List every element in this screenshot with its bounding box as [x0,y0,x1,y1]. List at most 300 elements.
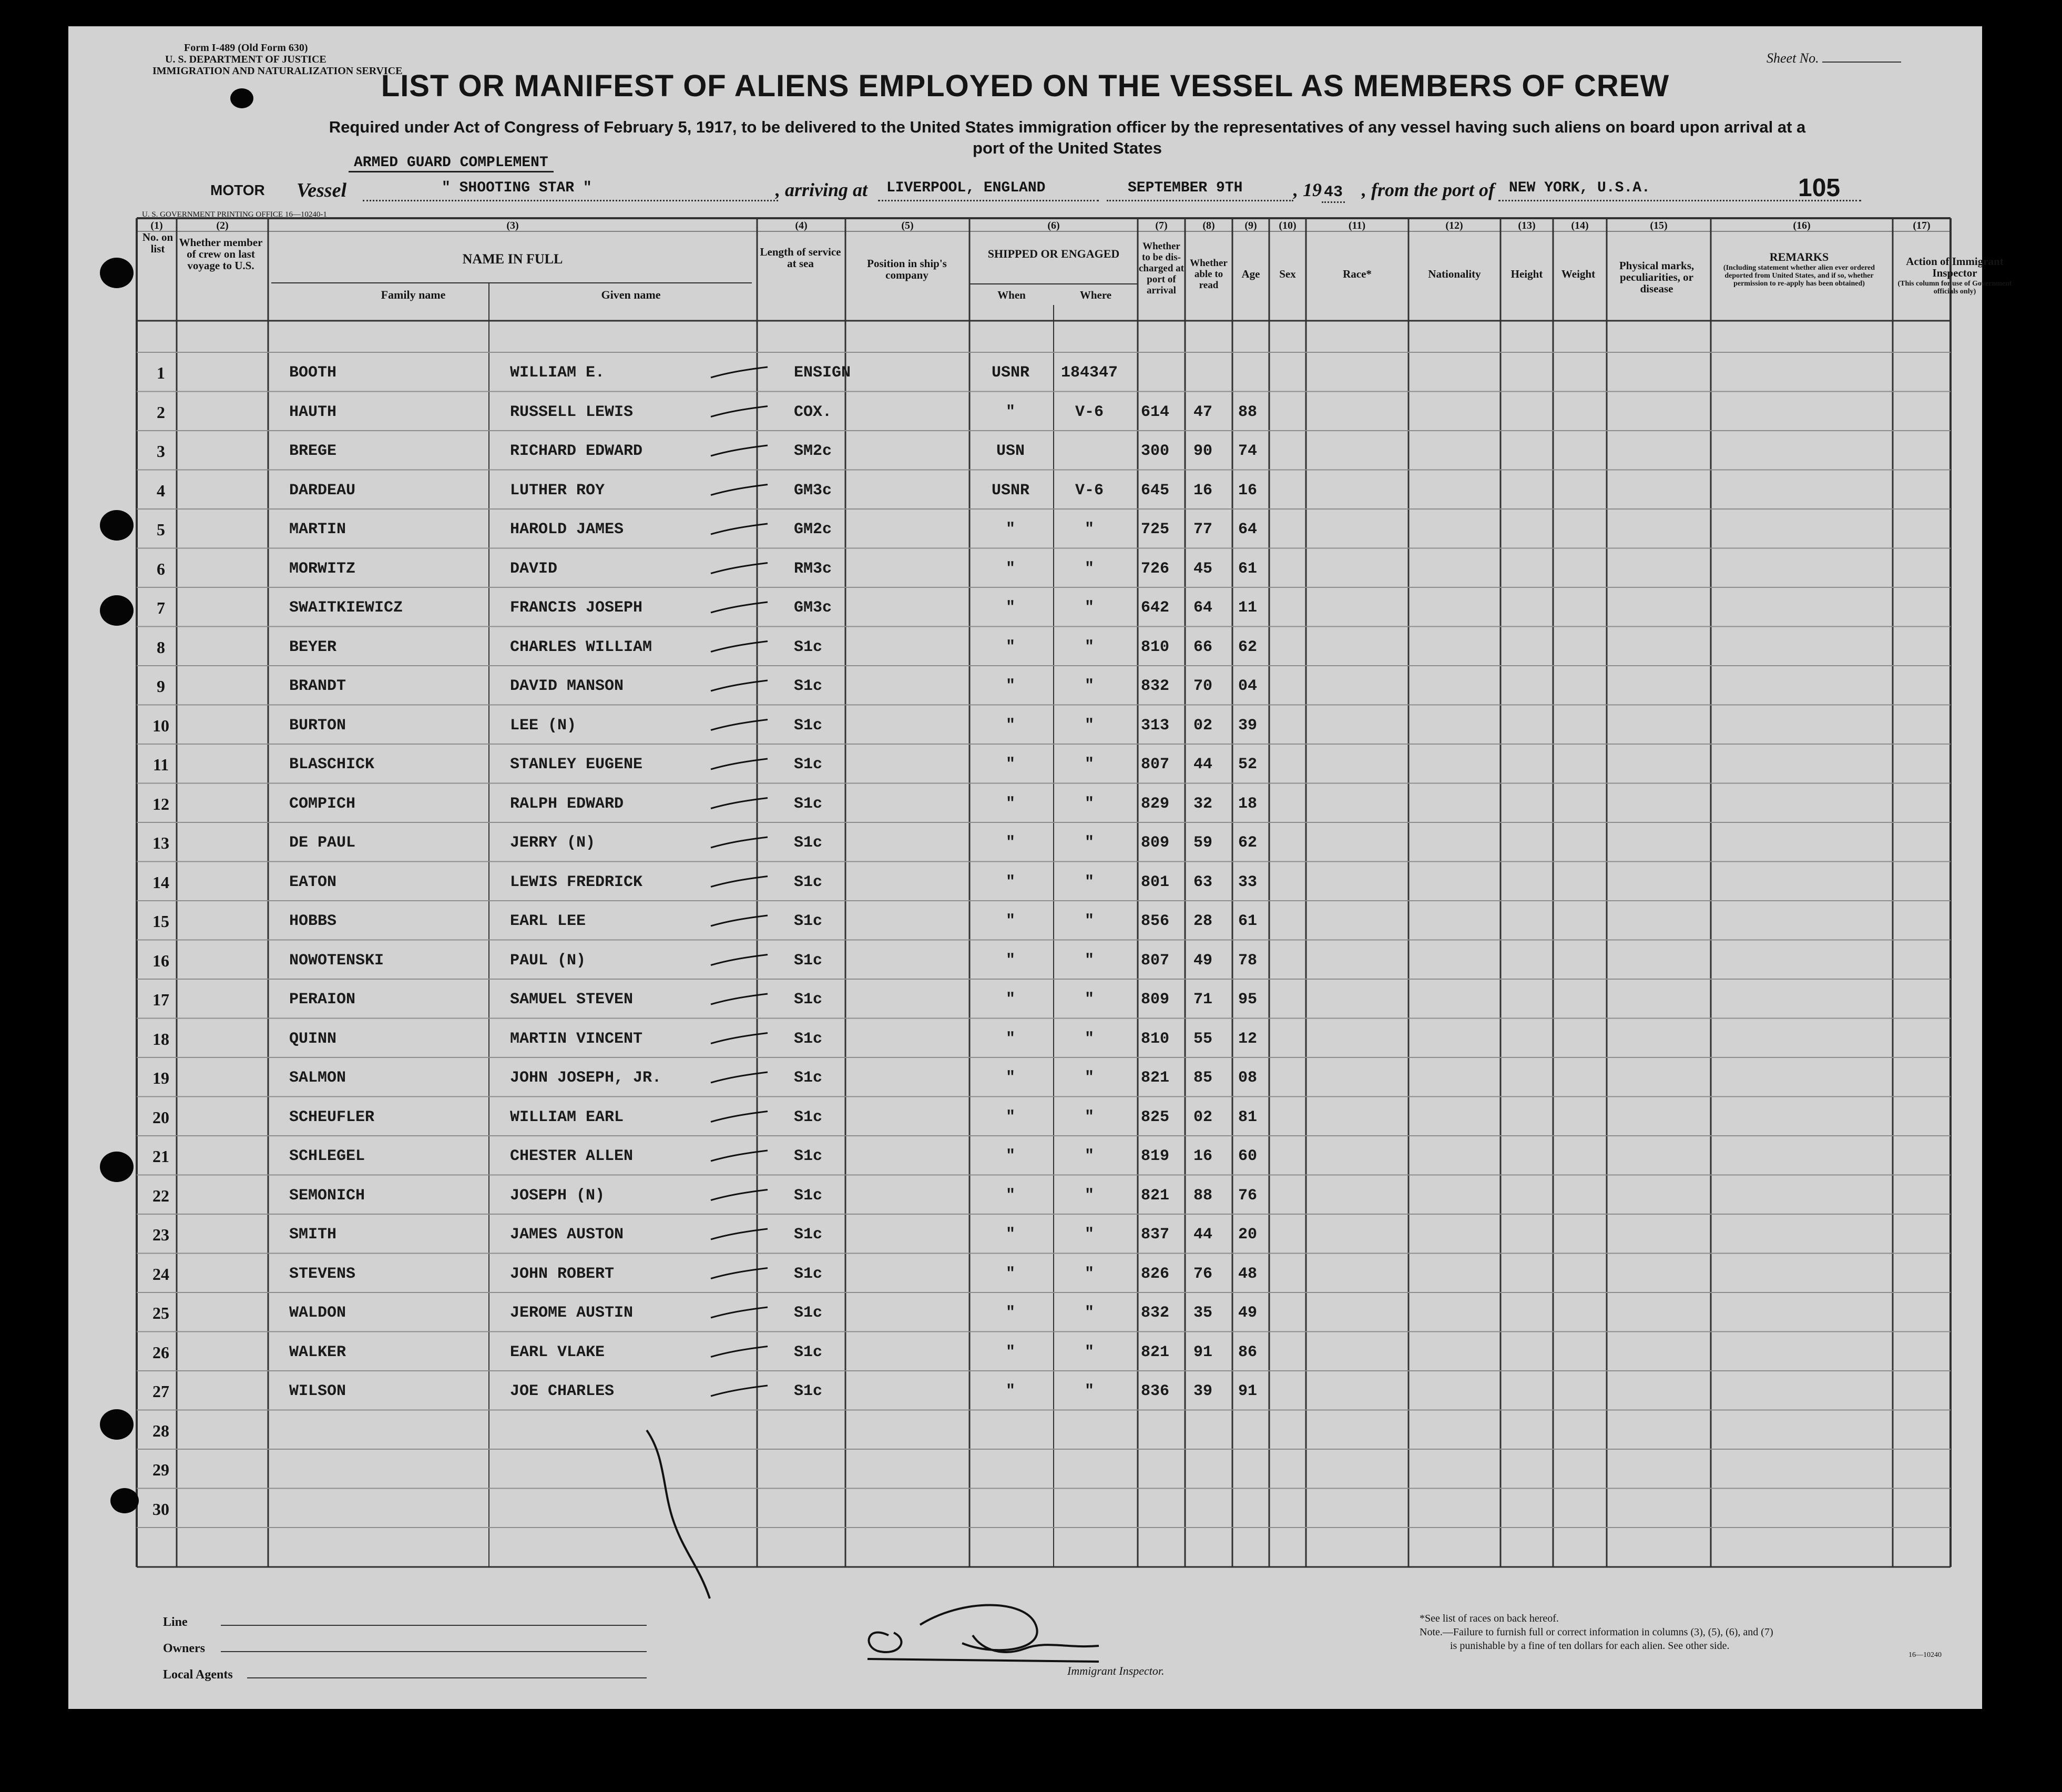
age-value: 81 [1238,1108,1258,1126]
service-dash [711,563,768,574]
discharged-value: 821 [1141,1186,1170,1205]
position: S1c [794,1226,823,1244]
footer-agents-row [163,1662,233,1688]
header-weight: Weight [1561,268,1596,280]
vessel-name: " SHOOTING STAR " [442,180,592,196]
footer-owners-label: Owners [163,1642,205,1655]
header-remarks: REMARKS [1769,250,1829,263]
row-number: 16 [152,951,169,970]
shipped-when: " [1005,951,1015,970]
shipped-when: " [1005,912,1015,930]
age-value: 64 [1238,521,1258,538]
read-value: 44 [1193,756,1213,773]
row-number: 24 [152,1264,169,1284]
shipped-where: " [1084,873,1094,891]
given-name: MARTIN VINCENT [510,1030,643,1048]
discharged-value: 642 [1141,599,1170,617]
shipped-when: " [1005,873,1015,891]
row-number: 7 [157,598,165,617]
punch-hole [230,88,253,108]
column-number: (16) [1793,220,1811,231]
page-number: 105 [1798,174,1841,202]
given-name: WILLIAM E. [510,364,605,382]
read-value: 02 [1193,716,1213,735]
arriving-label: , arriving at [775,179,868,200]
position: S1c [794,716,823,735]
discharged-value: 809 [1141,991,1170,1009]
column-number: (9) [1244,220,1257,231]
shipped-where: " [1084,1069,1094,1087]
row-number: 20 [152,1107,169,1127]
header-name-in-full: NAME IN FULL [462,251,563,267]
header-action-note: (This column for use of Government officials only) [1897,280,2012,296]
given-name: STANLEY EUGENE [510,756,643,773]
service-dash [711,798,768,809]
shipped-where: " [1084,756,1094,773]
shipped-when: " [1005,1382,1015,1400]
given-name: EARL LEE [510,912,586,930]
position: S1c [794,1265,823,1283]
family-name: BLASCHICK [289,756,375,773]
vessel-label: Vessel [297,179,346,201]
discharged-value: 313 [1141,716,1170,735]
penalty-note-1: Note.—Failure to furnish full or correct information in columns (3), (5), (6), and (7) [1420,1626,1773,1638]
position: S1c [794,912,823,930]
position: GM3c [794,481,832,500]
shipped-when: " [1005,1265,1015,1283]
position: S1c [794,677,823,695]
column-number: (11) [1348,220,1366,231]
read-value: 64 [1193,599,1213,617]
row-number: 28 [152,1421,169,1440]
read-value: 63 [1193,873,1213,891]
read-value: 02 [1193,1108,1213,1126]
given-name: JEROME AUSTIN [510,1304,634,1322]
shipped-where: " [1084,834,1094,852]
service-dash [711,1347,768,1357]
read-value: 77 [1193,521,1213,538]
family-name: SALMON [289,1069,346,1087]
punch-hole [100,595,134,626]
row-number: 22 [152,1186,169,1205]
position: S1c [794,638,823,656]
discharged-value: 810 [1141,1030,1170,1048]
position: S1c [794,795,823,813]
shipped-where: " [1084,716,1094,735]
read-value: 39 [1193,1382,1213,1400]
family-name: DARDEAU [289,481,356,500]
family-name: BEYER [289,638,337,656]
header-able-read: Whether able to read [1190,258,1228,291]
read-value: 45 [1193,559,1213,578]
row-number: 10 [152,716,169,735]
discharged-value: 726 [1141,559,1170,578]
service-dash [711,955,768,965]
shipped-when: " [1005,1343,1015,1361]
age-value: 20 [1238,1226,1258,1244]
read-value: 91 [1193,1343,1213,1361]
printing-office: U. S. GOVERNMENT PRINTING OFFICE 16—10240-1 [142,210,327,219]
discharged-value: 821 [1141,1069,1170,1087]
column-number: (17) [1913,220,1931,231]
pen-stroke [647,1430,710,1598]
form-number: Form I-489 (Old Form 630) [184,42,308,54]
read-value: 16 [1193,481,1213,500]
age-value: 33 [1238,873,1258,891]
row-number: 6 [157,559,165,578]
position: S1c [794,873,823,891]
position: ENSIGN [794,364,851,382]
footer-owners-field [221,1651,647,1652]
read-value: 90 [1193,442,1213,460]
service-dash [711,837,768,848]
footer-line-field [221,1625,647,1626]
row-number: 12 [152,794,169,813]
from-port: NEW YORK, U.S.A. [1509,180,1650,196]
family-name: BURTON [289,716,346,735]
header-race: Race* [1343,268,1372,280]
header-inspector-action: Action of Immigrant Inspector [1906,255,2004,279]
family-name: MARTIN [289,521,346,538]
armed-guard-complement: ARMED GUARD COMPLEMENT [349,155,554,172]
shipped-where: " [1084,951,1094,970]
discharged-value: 826 [1141,1265,1170,1283]
read-value: 44 [1193,1226,1213,1244]
discharged-value: 810 [1141,638,1170,656]
shipped-when: " [1005,599,1015,617]
column-number: (7) [1155,220,1168,231]
given-name: PAUL (N) [510,951,586,970]
column-number: (5) [901,220,914,231]
service-dash [711,602,768,613]
header-family-name: Family name [381,288,446,301]
discharged-value: 829 [1141,795,1170,813]
age-value: 91 [1238,1382,1258,1400]
shipped-when: " [1005,1030,1015,1048]
header-shipped-engaged: SHIPPED OR ENGAGED [987,247,1120,260]
shipped-when: " [1005,1226,1015,1244]
read-value: 55 [1193,1030,1213,1048]
shipped-when: USNR [991,481,1029,500]
shipped-when: " [1005,403,1015,421]
position: SM2c [794,442,832,460]
punch-hole [100,1152,134,1182]
position: S1c [794,756,823,773]
given-name: LUTHER ROY [510,481,605,500]
age-value: 88 [1238,403,1258,421]
row-number: 4 [157,481,165,500]
shipped-when: " [1005,1108,1015,1126]
shipped-where: V-6 [1075,481,1104,500]
column-number: (15) [1650,220,1668,231]
row-number: 13 [152,833,169,852]
arrival-date: SEPTEMBER 9TH [1128,180,1243,196]
service: IMMIGRATION AND NATURALIZATION SERVICE [152,65,403,77]
discharged-value: 825 [1141,1108,1170,1126]
column-number: (13) [1518,220,1536,231]
shipped-when: " [1005,1147,1015,1165]
shipped-where: " [1084,1186,1094,1205]
manifest-sheet [68,26,2012,1709]
given-name: SAMUEL STEVEN [510,991,634,1009]
shipped-when: " [1005,834,1015,852]
family-name: QUINN [289,1030,337,1048]
position: S1c [794,1030,823,1048]
family-name: EATON [289,873,337,891]
position: S1c [794,1304,823,1322]
position: S1c [794,1147,823,1165]
position: S1c [794,991,823,1009]
family-name: STEVENS [289,1265,356,1283]
form-code: 16—10240 [1908,1651,1942,1659]
read-value: 71 [1193,991,1213,1009]
service-dash [711,406,768,417]
age-value: 04 [1238,677,1258,695]
discharged-value: 821 [1141,1343,1170,1361]
family-name: WALDON [289,1304,346,1322]
footer-agents-field [247,1677,647,1678]
shipped-when: " [1005,521,1015,538]
family-name: SMITH [289,1226,337,1244]
given-name: JOE CHARLES [510,1382,615,1400]
position: GM3c [794,599,832,617]
read-value: 28 [1193,912,1213,930]
footer-notes [1420,1612,1773,1653]
shipped-where: " [1084,795,1094,813]
age-value: 78 [1238,951,1258,970]
inspector-signature [867,1605,1099,1662]
shipped-where: " [1084,1304,1094,1322]
shipped-where: " [1084,559,1094,578]
discharged-value: 807 [1141,951,1170,970]
age-value: 62 [1238,638,1258,656]
column-number: (2) [216,220,229,231]
discharged-value: 801 [1141,873,1170,891]
service-dash [711,1229,768,1239]
given-name: JOSEPH (N) [510,1186,605,1205]
age-value: 95 [1238,991,1258,1009]
read-value: 32 [1193,795,1213,813]
shipped-when: " [1005,1304,1015,1322]
footer-line-row [163,1609,233,1635]
family-name: HOBBS [289,912,337,930]
given-name: RUSSELL LEWIS [510,403,634,421]
shipped-when: " [1005,716,1015,735]
column-number: (4) [795,220,808,231]
age-value: 39 [1238,716,1258,735]
read-value: 85 [1193,1069,1213,1087]
shipped-where: " [1084,1147,1094,1165]
given-name: CHARLES WILLIAM [510,638,652,656]
service-dash [711,915,768,926]
position: S1c [794,1069,823,1087]
discharged-value: 837 [1141,1226,1170,1244]
discharged-value: 832 [1141,1304,1170,1322]
position: S1c [794,1343,823,1361]
given-name: LEWIS FREDRICK [510,873,643,891]
shipped-when: " [1005,991,1015,1009]
discharged-value: 819 [1141,1147,1170,1165]
given-name: RICHARD EDWARD [510,442,643,460]
given-name: RALPH EDWARD [510,795,624,813]
from-port-label: , from the port of [1362,179,1495,200]
family-name: SEMONICH [289,1186,365,1205]
row-number: 23 [152,1225,169,1244]
age-value: 86 [1238,1343,1258,1361]
given-name: LEE (N) [510,716,577,735]
row-number: 17 [152,990,169,1009]
column-number: (8) [1202,220,1215,231]
service-dash [711,1386,768,1396]
given-name: CHESTER ALLEN [510,1147,634,1165]
shipped-where: " [1084,599,1094,617]
family-name: COMPICH [289,795,356,813]
age-value: 16 [1238,481,1258,500]
punch-hole [100,510,134,541]
header-physical-marks: Physical marks, peculiarities, or disease [1619,259,1694,295]
age-value: 61 [1238,559,1258,578]
age-value: 48 [1238,1265,1258,1283]
discharged-value: 614 [1141,403,1170,421]
service-dash [711,877,768,887]
shipped-where: " [1084,521,1094,538]
age-value: 52 [1238,756,1258,773]
given-name: HAROLD JAMES [510,521,624,538]
column-number: (1) [150,220,163,231]
discharged-value: 832 [1141,677,1170,695]
arrival-port: LIVERPOOL, ENGLAND [886,180,1046,196]
row-number: 15 [152,912,169,931]
header-when: When [997,289,1026,301]
punch-hole [100,258,134,288]
row-number: 2 [157,402,165,422]
given-name: DAVID [510,559,558,578]
position: GM2c [794,521,832,538]
service-dash [711,367,768,378]
family-name: BOOTH [289,364,337,382]
family-name: WILSON [289,1382,346,1400]
family-name: NOWOTENSKI [289,951,384,970]
read-value: 49 [1193,951,1213,970]
family-name: SCHEUFLER [289,1108,375,1126]
age-value: 61 [1238,912,1258,930]
read-value: 47 [1193,403,1213,421]
sheet-label: Sheet No. [1767,50,1819,66]
punch-hole [100,1409,134,1440]
service-dash [711,1268,768,1279]
shipped-when: " [1005,1186,1015,1205]
row-number: 25 [152,1304,169,1322]
service-dash [711,485,768,495]
immigrant-inspector-label: Immigrant Inspector. [1067,1664,1165,1677]
shipped-when: " [1005,1069,1015,1087]
form-title: LIST OR MANIFEST OF ALIENS EMPLOYED ON THE VESSEL AS MEMBERS OF CREW [381,69,1670,103]
header-length-service: Length of service at sea [760,246,841,270]
shipped-when: " [1005,638,1015,656]
column-number: (10) [1279,220,1297,231]
age-value: 76 [1238,1186,1258,1205]
position: S1c [794,1108,823,1126]
header-discharged: Whether to be dis-charged at port of arrival [1138,241,1184,296]
given-name: FRANCIS JOSEPH [510,599,643,617]
position: S1c [794,1186,823,1205]
position: S1c [794,834,823,852]
penalty-note-2: is punishable by a fine of ten dollars for each alien. See other side. [1450,1640,1730,1652]
footer-line-label: Line [163,1615,188,1629]
family-name: WALKER [289,1343,346,1361]
given-name: DAVID MANSON [510,677,624,695]
row-number: 5 [157,520,165,539]
header-nationality: Nationality [1428,268,1481,280]
shipped-where: " [1084,1108,1094,1126]
shipped-where: " [1084,1030,1094,1048]
position: S1c [794,1382,823,1400]
age-value: 08 [1238,1069,1258,1087]
read-value: 66 [1193,638,1213,656]
row-number: 14 [152,872,169,892]
year-value: 43 [1322,184,1345,203]
row-number: 18 [152,1029,169,1048]
service-dash [711,994,768,1004]
family-name: BREGE [289,442,337,460]
read-value: 35 [1193,1304,1213,1322]
given-name: JOHN ROBERT [510,1265,615,1283]
discharged-value: 725 [1141,521,1170,538]
shipped-where: " [1084,677,1094,695]
service-dash [711,680,768,691]
read-value: 70 [1193,677,1213,695]
year-prefix: , 19 [1293,179,1322,200]
service-dash [711,759,768,769]
position: RM3c [794,559,832,578]
row-number: 3 [157,442,165,461]
given-name: JAMES AUSTON [510,1226,624,1244]
row-number: 1 [157,363,165,382]
age-value: 62 [1238,834,1258,852]
shipped-where: 184347 [1060,364,1118,382]
subtitle-line-1: Required under Act of Congress of February 5, 1917, to be delivered to the United States immigration officer by the representatives of any vessel having such aliens on board upon arrival at a [329,118,1806,136]
footer-owners-row [163,1635,233,1662]
shipped-where: " [1084,1265,1094,1283]
service-dash [711,1150,768,1161]
family-name: SWAITKIEWICZ [289,599,403,617]
given-name: JOHN JOSEPH, JR. [510,1069,662,1087]
punch-hole [110,1488,139,1513]
age-value: 11 [1238,599,1258,617]
row-number: 26 [152,1342,169,1362]
shipped-when: " [1005,677,1015,695]
row-number: 8 [157,637,165,657]
shipped-where: " [1084,991,1094,1009]
service-dash [711,1190,768,1200]
row-number: 21 [152,1147,169,1166]
header-last-voyage: Whether member of crew on last voyage to U.S. [179,236,263,272]
family-name: BRANDT [289,677,346,695]
service-dash [711,720,768,730]
service-dash [711,524,768,534]
row-number: 30 [152,1499,169,1519]
age-value: 74 [1238,442,1258,460]
service-dash [711,642,768,652]
position: S1c [794,951,823,970]
age-value: 12 [1238,1030,1258,1048]
subtitle-line-2: port of the United States [973,139,1162,157]
row-number: 27 [152,1382,169,1401]
discharged-value: 836 [1141,1382,1170,1400]
races-note: *See list of races on back hereof. [1420,1613,1559,1624]
shipped-where: " [1084,1382,1094,1400]
age-value: 18 [1238,795,1258,813]
